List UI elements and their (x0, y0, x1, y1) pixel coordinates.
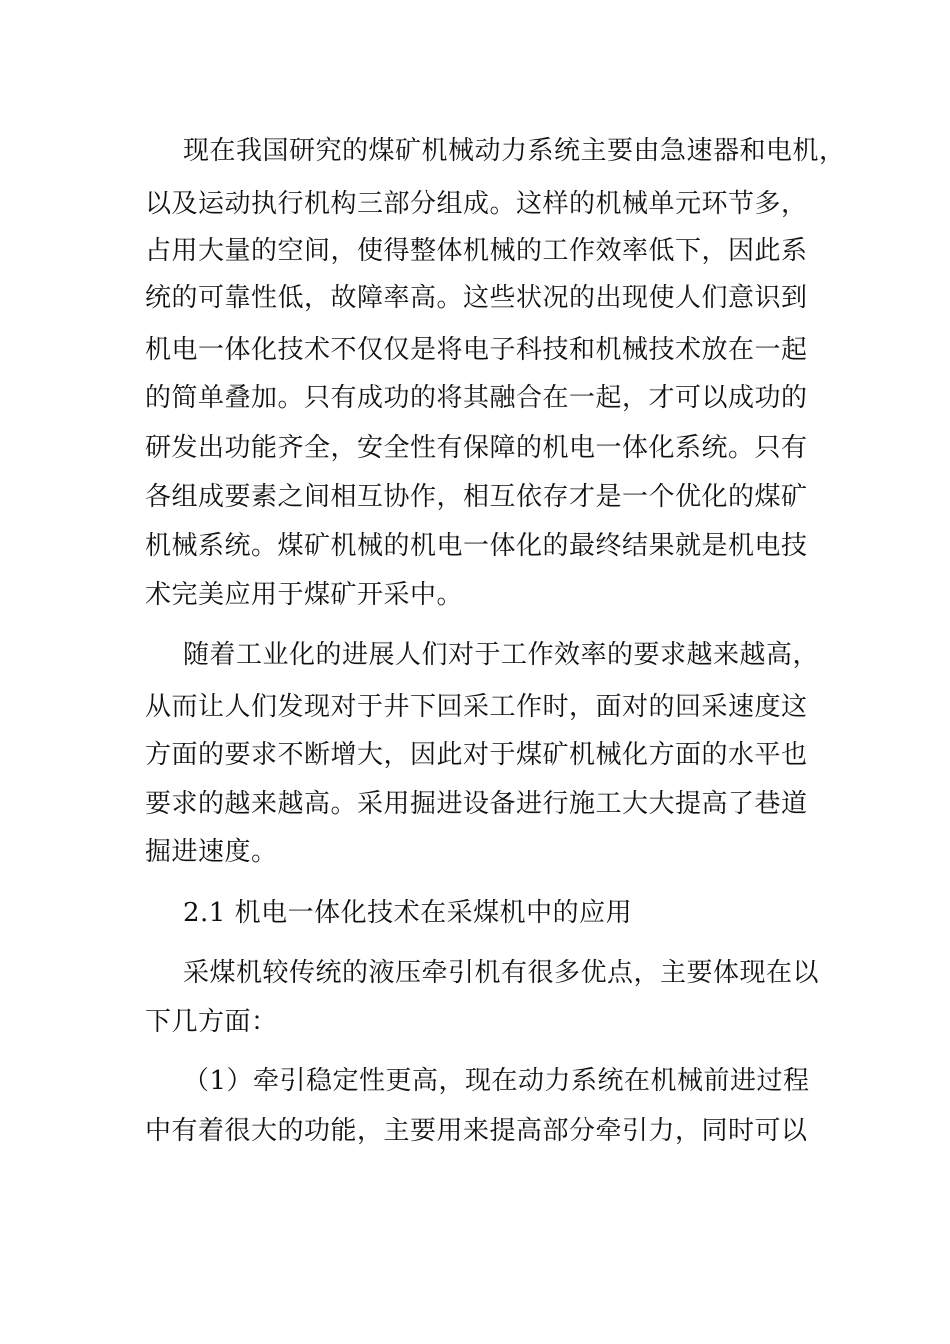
paragraph-line: 要求的越来越高。采用掘进设备进行施工大大提高了巷道 (145, 789, 808, 819)
paragraph-line: 以及运动执行机构三部分组成。这样的机械单元环节多， (145, 189, 808, 219)
paragraph-line: 统的可靠性低，故障率高。这些状况的出现使人们意识到 (145, 283, 808, 313)
paragraph-line: 机电一体化技术不仅仅是将电子科技和机械技术放在一起 (145, 335, 808, 365)
paragraph-line: 现在我国研究的煤矿机械动力系统主要由急速器和电机， (183, 136, 846, 166)
paragraph-line: 占用大量的空间，使得整体机械的工作效率低下，因此系 (145, 236, 808, 266)
section-heading: 2.1 机电一体化技术在采煤机中的应用 (183, 898, 633, 928)
paragraph-line: 从而让人们发现对于井下回采工作时，面对的回采速度这 (145, 692, 808, 722)
paragraph-line: 的简单叠加。只有成功的将其融合在一起，才可以成功的 (145, 383, 808, 413)
paragraph-line: 机械系统。煤矿机械的机电一体化的最终结果就是机电技 (145, 531, 808, 561)
paragraph-line: 术完美应用于煤矿开采中。 (145, 580, 464, 610)
paragraph-line: 方面的要求不断增大，因此对于煤矿机械化方面的水平也 (145, 740, 808, 770)
paragraph-line: 掘进速度。 (145, 837, 278, 867)
paragraph-line: （1）牵引稳定性更高，现在动力系统在机械前进过程 (183, 1066, 810, 1096)
paragraph-line: 下几方面： (145, 1007, 278, 1037)
paragraph-line: 各组成要素之间相互协作，相互依存才是一个优化的煤矿 (145, 482, 808, 512)
paragraph-line: 采煤机较传统的液压牵引机有很多优点，主要体现在以 (183, 958, 820, 988)
paragraph-line: 中有着很大的功能，主要用来提高部分牵引力，同时可以 (145, 1116, 808, 1146)
paragraph-line: 研发出功能齐全，安全性有保障的机电一体化系统。只有 (145, 433, 808, 463)
paragraph-line: 随着工业化的进展人们对于工作效率的要求越来越高， (183, 640, 820, 670)
